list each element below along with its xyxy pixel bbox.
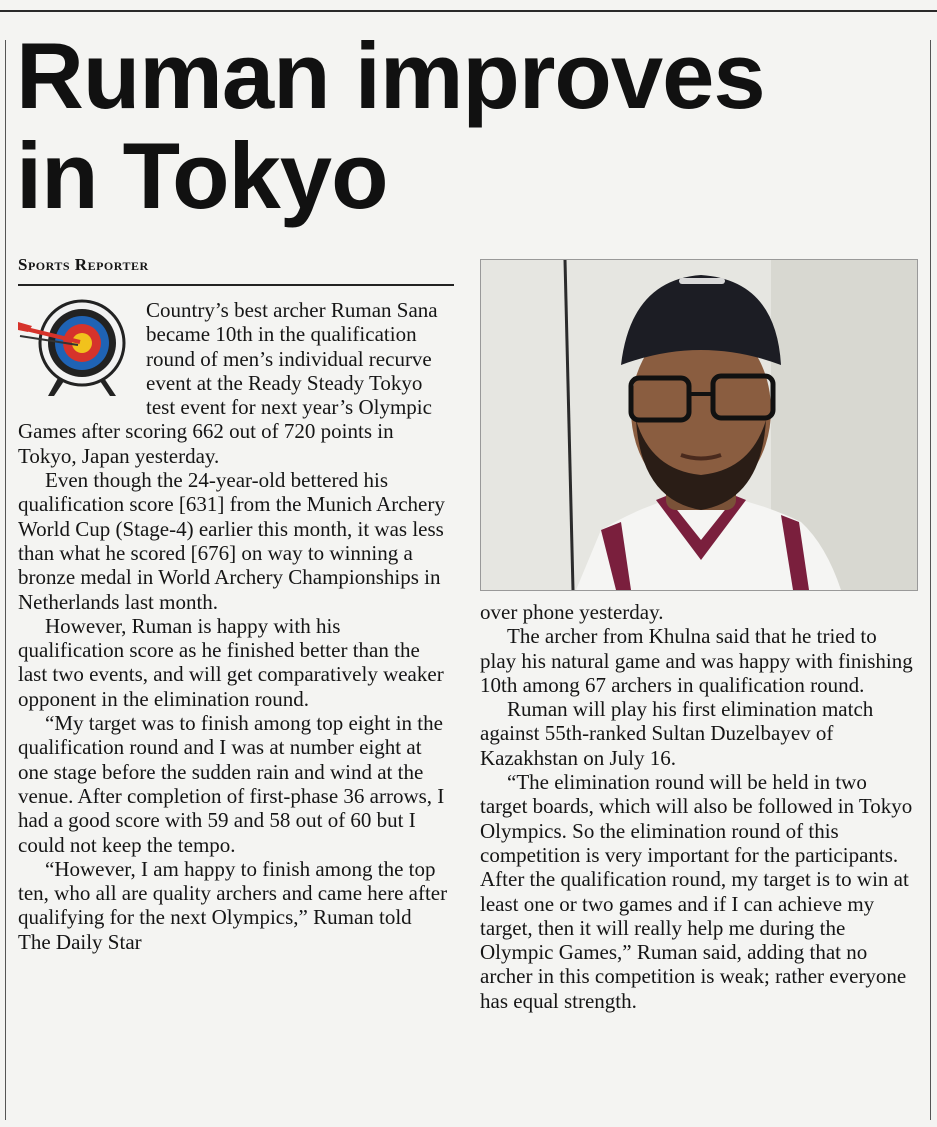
right-border [930, 40, 931, 1120]
paragraph-6: over phone yesterday. [480, 600, 664, 624]
top-rule [0, 10, 937, 12]
byline: Sports Reporter [18, 255, 149, 274]
byline-divider [18, 284, 454, 286]
paragraph-2: Even though the 24-year-old bettered his qualification score [631] from the Munich Archery World Cup (Stage-4) earlier this month, it was less than what he scored [676] on way to winning a bronze medal in World Archery Championships in Netherlands last month. [18, 468, 445, 614]
paragraph-8: Ruman will play his first elimination match against 55th-ranked Sultan Duzelbayev of Kazakhstan on July 16. [480, 697, 874, 770]
paragraph-9: “The elimination round will be held in two target boards, which will also be followed in Tokyo Olympics. So the elimination round of this competition is very important for the participants. After the qualification round, my target is to win at least one or two games and if I can achieve my target, then it will really help me during the Olympic Games,” Ruman said, adding that no archer in this competition is weak; rather everyone has equal strength. [480, 770, 913, 1013]
paragraph-7: The archer from Khulna said that he tried to play his natural game and was happy with finishing 10th among 67 archers in qualification round. [480, 624, 913, 697]
paragraph-4: “My target was to finish among top eight in the qualification round and I was at number eight at one stage before the sudden rain and wind at the venue. After completion of first-phase 36 arrows, I had a good score with 59 and 58 out of 60 but I could not keep the tempo. [18, 711, 445, 857]
headline [16, 23, 916, 228]
paragraph-3: However, Ruman is happy with his qualification score as he finished better than the last two events, and will get comparatively weaker opponent in the elimination round. [18, 613, 444, 711]
paragraph-1: Country’s best archer Ruman Sana became 10th in the qualification round of men’s individual recurve event at the Ready Steady Tokyo test event for next year’s Olympic Games after scoring 662 out of 720 points in Tokyo, Japan yesterday. [18, 298, 438, 468]
headline-line-1: Ruman improves [16, 23, 765, 128]
left-border [5, 40, 6, 1120]
paragraph-5: “However, I am happy to finish among the top ten, who all are quality archers and came here after qualifying for the next Olympics,” Ruman told The Daily Star [18, 856, 448, 954]
article-photo [480, 259, 918, 591]
headline-line-2: in Tokyo [16, 123, 388, 228]
article-column-1 [18, 298, 448, 954]
portrait-photo [481, 260, 917, 590]
archery-target-icon [18, 298, 136, 396]
article-column-2 [480, 600, 916, 1013]
